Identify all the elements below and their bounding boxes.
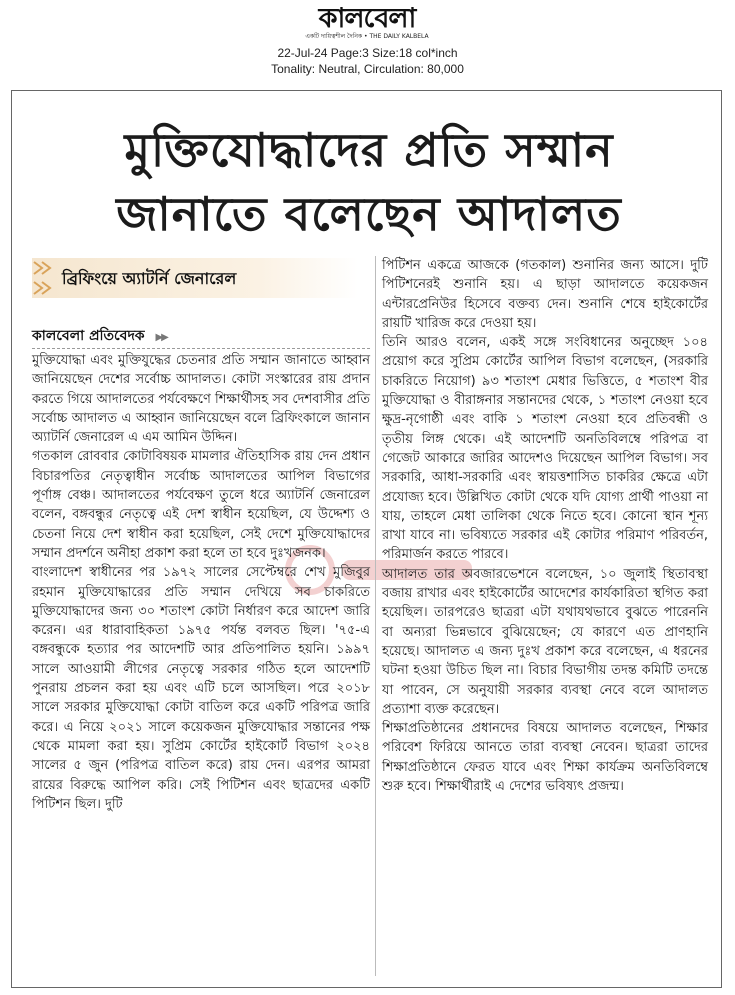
logo-tagline: একটি দায়িত্বশীল দৈনিক • THE DAILY KALBELA [305, 33, 429, 40]
headline [24, 118, 714, 246]
paragraph: বাংলাদেশ স্বাধীনের পর ১৯৭২ সালের সেপ্টেম্বরে শেখ মুজিবুর রহমান মুক্তিযোদ্ধারের প্রতি সম্মান দেখিয়ে সব চাকরিতে মুক্তিযোদ্ধাদের জন্য ৩০ শতাংশ কোটা নির্ধারণ করে আদেশ জারি করেন। এর ধারাবাহিকতা ১৯৭৫ পর্যন্ত বলবত ছিল। '৭৫-এ বঙ্গবন্ধুকে হত্যার পর আদেশটি আর প্রতিপালিত হয়নি। ১৯৯৭ সালে আওয়ামী লীগের নেতৃত্বে সরকার গঠিত হলে আদেশটি পুনরায় প্রচলন করা হয় এবং এটি চলে আসছিল। পরে ২০১৮ সালে সরকার মুক্তিযোদ্ধা কোটা বাতিল করে একটি পরিপত্র জারি করে। এ নিয়ে ২০২১ সালে কয়েকজন মুক্তিযোদ্ধার সন্তানের পক্ষ থেকে মামলা করা হয়। সুপ্রিম কোর্টের হাইকোর্ট বিভাগ ২০২৪ সালের ৫ জুন (পরিপত্র বাতিল করে) রায় দেন। এরপর আমরা রায়ের বিরুদ্ধে আপিল করি। সেই পিটিশন এবং ছাত্রদের একটি পিটিশন ছিল। দুটি [32, 565, 370, 812]
kicker-box [32, 258, 358, 298]
headline-line-1: মুক্তিযোদ্ধাদের প্রতি সম্মান [124, 123, 614, 177]
clipping-meta-tonality: Tonality: Neutral, Circulation: 80,000 [271, 62, 464, 76]
byline-text: কালবেলা প্রতিবেদক [32, 328, 145, 344]
article-column-1 [32, 351, 370, 814]
masthead [0, 0, 735, 86]
byline-divider [32, 348, 370, 349]
paragraph: গতকাল রোববার কোটাবিষয়ক মামলার ঐতিহাসিক রায় দেন প্রধান বিচারপতির নেতৃত্বাধীন সর্বোচ্চ আদালতের আপিল বিভাগের পূর্ণাঙ্গ বেঞ্চ। আদালতের পর্যবেক্ষণ তুলে ধরে অ্যাটর্নি জেনারেল বলেন, বঙ্গবন্ধুর নেতৃত্বে এই দেশ স্বাধীন হয়েছিল, যে উদ্দেশ্য ও চেতনা নিয়ে দেশ স্বাধীন করা হয়েছিল, সেই দেশে মুক্তিযোদ্ধাদের সম্মান প্রদর্শনে অনীহা প্রকাশ করা হলে তা হবে দুঃখজনক। [32, 449, 370, 561]
paragraph: আদালত তার অবজারভেশনে বলেছেন, ১০ জুলাই স্থিতাবস্থা বজায় রাখার এবং হাইকোর্টের আদেশের কার্যকারিতা স্থগিত করা হয়েছিল। তারপরেও ছাত্ররা এটা যথাযথভাবে বুঝতে পারেননি বা অন্যরা ভিন্নভাবে বুঝিয়েছেন; যে কারণে এত প্রাণহানি হয়েছে। আদালত এ জন্য দুঃখ প্রকাশ করে বলেছেন, এ ধরনের ঘটনা হওয়া উচিত ছিল না। বিচার বিভাগীয় তদন্ত কমিটি তদন্তে যা পাবেন, সে অনুযায়ী সরকার ব্যবস্থা নেবে বলে আদালত প্রত্যাশা ব্যক্ত করেছেন। [382, 566, 708, 717]
double-chevron-right-icon: ▶▶ [155, 332, 167, 343]
ornament-pattern-icon [32, 258, 52, 298]
kicker-text: ব্রিফিংয়ে অ্যাটর্নি জেনারেল [62, 269, 237, 288]
paragraph: পিটিশন একত্রে আজকে (গতকাল) শুনানির জন্য আসে। দুটি পিটিশনেরই শুনানি হয়। এ ছাড়া আদালতে কয়েকজন এন্টারপ্রেনিউর হিসেবে বক্তব্য দেন। শুনানি শেষে হাইকোর্টের রায়টি খারিজ করে দেওয়া হয়। [382, 258, 708, 331]
byline [32, 324, 167, 348]
article-column-2 [382, 256, 708, 796]
paragraph: মুক্তিযোদ্ধা এবং মুক্তিযুদ্ধের চেতনার প্রতি সম্মান জানাতে আহ্বান জানিয়েছেন দেশের সর্বোচ্চ আদালত। কোটা সংস্কারের রায় প্রদান করতে গিয়ে আদালতের পর্যবেক্ষণে শিক্ষার্থীসহ সব দেশবাসীর প্রতি সর্বোচ্চ আদালত এ আহ্বান জানিয়েছেন বলে ব্রিফিংকালে জানান অ্যাটর্নি জেনারেল এ এম আমিন উদ্দিন। [32, 353, 370, 446]
logo-text: কালবেলা [318, 3, 416, 34]
clipping-meta-page: 22-Jul-24 Page:3 Size:18 col*inch [277, 46, 458, 60]
paragraph: তিনি আরও বলেন, একই সঙ্গে সংবিধানের অনুচ্ছেদ ১০৪ প্রয়োগ করে সুপ্রিম কোর্টের আপিল বিভাগ বলেছেন, (সরকারি চাকরিতে নিয়োগ) ৯৩ শতাংশ মেধার ভিত্তিতে, ৫ শতাংশ বীর মুক্তিযোদ্ধা ও বীরাঙ্গনার সন্তানদের থেকে, ১ শতাংশ নেওয়া হবে ক্ষুদ্র-নৃগোষ্ঠী এবং বাকি ১ শতাংশ নেওয়া হবে প্রতিবন্ধী ও তৃতীয় লিঙ্গ থেকে। এই আদেশটি অনতিবিলম্বে পরিপত্র বা গেজেট আকারে জারির আদেশও দিয়েছেন আপিল বিভাগ। সব সরকারি, আধা-সরকারি এবং স্বায়ত্তশাসিত চাকরির ক্ষেত্রে এটা প্রযোজ্য হবে। উল্লিখিত কোটা থেকে যদি যোগ্য প্রার্থী পাওয়া না যায়, তাহলে মেধা তালিকা থেকে নিতে হবে। কোনো স্থান শূন্য রাখা যাবে না। ভবিষ্যতে সরকার এই কোটার পরিমাণ পরিবর্তন, পরিমার্জন করতে পারবে। [382, 335, 708, 563]
paragraph: শিক্ষাপ্রতিষ্ঠানের প্রধানদের বিষয়ে আদালত বলেছেন, শিক্ষার পরিবেশ ফিরিয়ে আনতে তারা ব্যবস্থা নেবেন। ছাত্ররা তাদের শিক্ষাপ্রতিষ্ঠানে ফেরত যাবে এবং শিক্ষা কার্যক্রম অনতিবিলম্বে শুরু হবে। শিক্ষার্থীরাই এ দেশের ভবিষ্যৎ প্রজন্ম। [382, 721, 708, 795]
newspaper-logo [296, 4, 438, 40]
column-divider [375, 256, 376, 976]
headline-line-2: জানাতে বলেছেন আদালত [116, 187, 622, 241]
